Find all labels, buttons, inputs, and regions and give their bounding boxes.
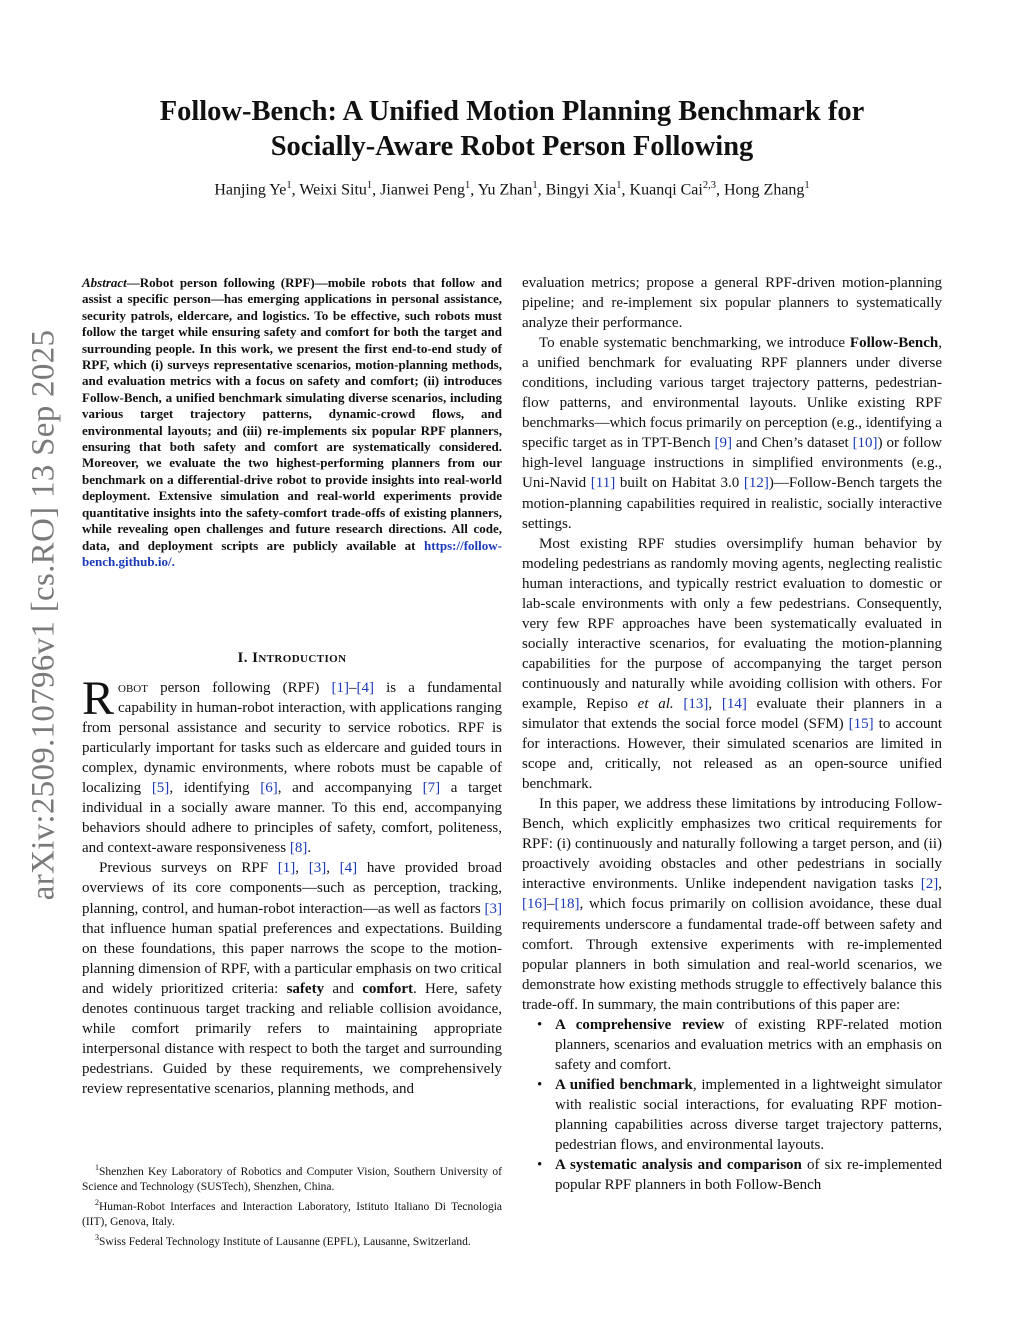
et-al: et al. xyxy=(637,695,674,712)
title-line-1: Follow-Bench: A Unified Motion Planning Benchmark for xyxy=(159,96,865,127)
citation-link[interactable]: [6] xyxy=(260,780,278,797)
contribution-title: A unified benchmark xyxy=(555,1076,693,1093)
citation-link[interactable]: [3] xyxy=(308,860,327,877)
footnote xyxy=(82,1160,502,1195)
drop-cap-continuation: obot xyxy=(118,680,148,696)
affiliation-mark: 2,3 xyxy=(702,180,716,191)
citation-link[interactable]: [4] xyxy=(356,680,374,696)
text-run: , xyxy=(295,860,309,877)
text-run: , which focus primarily on collision avoidance, these dual requirements underscore a fundamental trade-off between safety and comfort. Through extensive experiments with re-implemented popular planners in both simulation and real-world scenarios, we demonstrate how existing methods struggle to effectively balance this trade-off. In summary, the main contributions of this paper are: xyxy=(522,896,942,1013)
citation-link[interactable]: [1] xyxy=(331,680,349,696)
author-list: Hanjing Ye$^1$, Weixi Situ$^1$, Jianwei Peng$^1$, Yu Zhan$^1$, Bingyi Xia$^1$, Kuanqi Cai$^{2,3}$, Hong Zhang$^1$ xyxy=(214,180,810,199)
citation-link[interactable]: [15] xyxy=(848,716,874,733)
affiliation-mark: 1 xyxy=(532,180,538,191)
emphasis-follow-bench: Follow-Bench xyxy=(849,335,939,352)
affiliation-mark: 1 xyxy=(465,180,471,191)
citation-link[interactable]: [11] xyxy=(590,475,616,492)
citation-link[interactable]: [18] xyxy=(554,896,580,913)
footnote-text: Swiss Federal Technology Institute of Lausanne (EPFL), Lausanne, Switzerland. xyxy=(99,1236,471,1249)
intro-paragraph-2 xyxy=(82,858,502,1099)
right-paragraph-3 xyxy=(522,794,942,1015)
text-run: – xyxy=(348,680,357,696)
citation-link[interactable]: [1] xyxy=(277,860,296,877)
title-line-2: Socially-Aware Robot Person Following xyxy=(270,131,754,162)
text-run: , and accompanying xyxy=(277,780,423,797)
citation-link[interactable]: [3] xyxy=(484,900,502,917)
text-run: Previous surveys on RPF xyxy=(99,860,278,877)
text-run: , a unified benchmark for evaluating RPF planners under diverse conditions, including various target trajectory patterns, pedestrian-flow patterns, and environmental layouts. Unlike existing RPF benchmarks—which focus primarily on perception (e.g., identifying a specific target as in TPT-Bench xyxy=(522,335,942,452)
section-heading-text: I. Introduction xyxy=(237,650,347,666)
right-paragraph-1 xyxy=(522,333,942,533)
author: Hanjing Ye xyxy=(214,181,287,199)
text-run: a target individual in a socially aware manner. To this end, accompanying behaviors should adhere to principles of safety, comfort, politeness, and context-aware responsiveness xyxy=(82,780,502,857)
author: Yu Zhan xyxy=(477,181,533,199)
affiliation-mark: 1 xyxy=(286,180,292,191)
author: Kuanqi Cai xyxy=(629,181,703,199)
text-run: . Here, safety denotes continuous target tracking and reliable collision avoidance, while comfort primarily refers to maintaining appropriate interpersonal distance with respect to both the target and surrounding pedestrians. Guided by these requirements, we comprehensively review representative scenarios, planning methods, and xyxy=(82,980,502,1097)
text-run: and xyxy=(324,980,363,997)
text-run xyxy=(674,696,684,712)
citation-link[interactable]: [7] xyxy=(422,780,441,797)
author: Weixi Situ xyxy=(299,181,367,199)
contribution-title: A systematic analysis and comparison xyxy=(555,1157,802,1174)
footnote-mark: 1 xyxy=(95,1163,99,1172)
author: Jianwei Peng xyxy=(380,181,466,199)
text-run: is a fundamental capability in human-robot interaction, with applications ranging from personal assistance and security to service robotics. RPF is particularly important for tasks such as eldercare and guided tours in complex, dynamic environments, where robots must be capable of localizing xyxy=(82,680,502,797)
introduction-right-column xyxy=(522,273,942,1195)
text-run: Most existing RPF studies oversimplify human behavior by modeling pedestrians as randomly moving agents, neglecting realistic human interactions, and typically restrict evaluation to domestic or lab-scale environments with only a few pedestrians. Consequently, very few RPF approaches have been systematically evaluated in socially interactive scenarios, for evaluating the motion-planning capabilities for the purpose of accompanying the target person continuously and naturally while avoiding collision with others. For example, Repiso xyxy=(522,535,942,712)
text-run: ) or follow high-level language instructions in simplified environments (e.g., Uni-Navid xyxy=(522,435,943,492)
affiliation-mark: 1 xyxy=(366,180,373,191)
contribution-item xyxy=(522,1155,942,1195)
text-run: , identifying xyxy=(169,780,261,797)
emphasis-safety: safety xyxy=(286,980,325,997)
text-run: To enable systematic benchmarking, we introduce xyxy=(539,335,850,352)
contribution-text: of existing RPF-related motion planners, scenarios and evaluation metrics with an emphasis on safety and comfort. xyxy=(555,1016,942,1073)
project-link[interactable]: https://follow-bench.github.io/. xyxy=(82,537,502,569)
citation-link[interactable]: [5] xyxy=(151,780,170,797)
text-run: , xyxy=(938,876,942,893)
citation-link[interactable]: [2] xyxy=(920,876,939,893)
footnote-text: Human-Robot Interfaces and Interaction Laboratory, Istituto Italiano Di Tecnologia (IIT), Genova, Italy. xyxy=(82,1201,502,1229)
text-run: . xyxy=(307,840,312,857)
introduction-left-column xyxy=(82,672,502,1099)
section-heading-introduction xyxy=(82,650,502,667)
footnote xyxy=(82,1230,502,1250)
drop-cap: R xyxy=(82,672,115,725)
emphasis-comfort: comfort xyxy=(362,980,414,997)
intro-paragraph-1 xyxy=(82,672,502,858)
contribution-item xyxy=(522,1015,942,1075)
author: Bingyi Xia xyxy=(545,181,617,199)
footnote xyxy=(82,1195,502,1230)
affiliation-mark: 1 xyxy=(804,180,810,191)
text-run: to account for interactions. However, their simulated scenarios are limited in scope and, critically, not released as an open-source unified benchmark. xyxy=(522,716,942,793)
contribution-item xyxy=(522,1075,942,1155)
right-paragraph-2 xyxy=(522,534,942,795)
citation-link[interactable]: [4] xyxy=(339,860,358,877)
text-run: In this paper, we address these limitations by introducing Follow-Bench, which explicitly emphasizes two critical requirements for RPF: (i) continuously and naturally following a target person, and (ii) proactively avoiding obstacles and other pedestrians in socially interactive environments. Unlike independent navigation tasks xyxy=(522,796,942,893)
affiliation-mark: 1 xyxy=(616,180,622,191)
citation-link[interactable]: [8] xyxy=(289,840,308,857)
abstract xyxy=(82,275,502,570)
text-run: that influence human spatial preferences and expectations. Building on these foundations, this paper narrows the scope to the motion-planning dimension of RPF, with a particular emphasis on two critical and widely prioritized criteria: xyxy=(82,920,502,997)
footnote-text: Shenzhen Key Laboratory of Robotics and Computer Vision, Southern University of Science and Technology (SUSTech), Shenzhen, China. xyxy=(82,1165,502,1194)
citation-link[interactable]: [10] xyxy=(852,435,878,452)
contribution-text: of six re-implemented popular RPF planners in both Follow-Bench xyxy=(555,1157,942,1194)
right-paragraph-0: evaluation metrics; propose a general RPF-driven motion-planning pipeline; and re-implement six popular planners to systematically analyze their performance. xyxy=(522,275,942,332)
text-run: person following (RPF) xyxy=(147,680,332,696)
text-run: – xyxy=(547,896,555,913)
footnote-mark: 3 xyxy=(95,1233,99,1243)
citation-link[interactable]: [16] xyxy=(522,896,547,913)
text-run: and Chen’s dataset xyxy=(732,435,853,452)
text-run: built on Habitat 3.0 xyxy=(615,475,744,492)
text-run: , xyxy=(326,860,340,877)
arxiv-id[interactable]: arXiv:2509.10796v1 [cs.RO] 13 Sep 2025 xyxy=(25,329,62,901)
text-run: evaluate their planners in a simulator that extends the social force model (SFM) xyxy=(522,695,943,733)
author: Hong Zhang xyxy=(723,181,805,199)
text-run: )—Follow-Bench targets the motion-planning capabilities required in realistic, socially interactive settings. xyxy=(522,475,943,532)
contribution-title: A comprehensive review xyxy=(555,1016,725,1033)
citation-link[interactable]: [13] xyxy=(683,695,709,712)
text-run: have provided broad overviews of its core components—such as perception, tracking, planning, control, and human-robot interaction—as well as factors xyxy=(82,860,502,917)
citation-link[interactable]: [9] xyxy=(714,435,732,452)
footnote-mark: 2 xyxy=(95,1198,99,1208)
contributions-list xyxy=(522,1015,942,1195)
contribution-text: , implemented in a lightweight simulator with realistic social interactions, for evaluating RPF motion-planning capabilities across diverse target trajectory patterns, pedestrian flows, and environmental layouts. xyxy=(555,1076,943,1154)
abstract-text: —Robot person following (RPF)—mobile robots that follow and assist a specific person—has emerging applications in personal assistance, security patrols, eldercare, and logistics. To be effective, such robots must follow the target while ensuring safety and comfort for both the target and surrounding people. In this work, we present the first end-to-end study of RPF, which (i) surveys representative scenarios, motion-planning methods, and evaluation metrics with a focus on safety and comfort; (ii) introduces Follow-Bench, a unified benchmark simulating diverse scenarios, including various target trajectory patterns, dynamic-crowd flows, and environmental layouts; and (iii) re-implements six popular RPF planners, ensuring that both safety and comfort are systematically considered. Moreover, we evaluate the two highest-performing planners from our benchmark on a differential-drive robot to provide insights into real-world deployment. Extensive simulation and real-world experiments provide quantitative insights into the safety-comfort trade-offs of existing planners, while revealing open challenges and future research directions. All code, data, and deployment scripts are publicly available at xyxy=(82,275,502,553)
affiliation-footnotes xyxy=(82,1160,502,1251)
paper-title xyxy=(90,94,934,164)
citation-link[interactable]: [12] xyxy=(743,475,769,492)
citation-link[interactable]: [14] xyxy=(721,695,747,712)
abstract-label: Abstract xyxy=(82,275,127,290)
text-run: , xyxy=(708,695,722,712)
